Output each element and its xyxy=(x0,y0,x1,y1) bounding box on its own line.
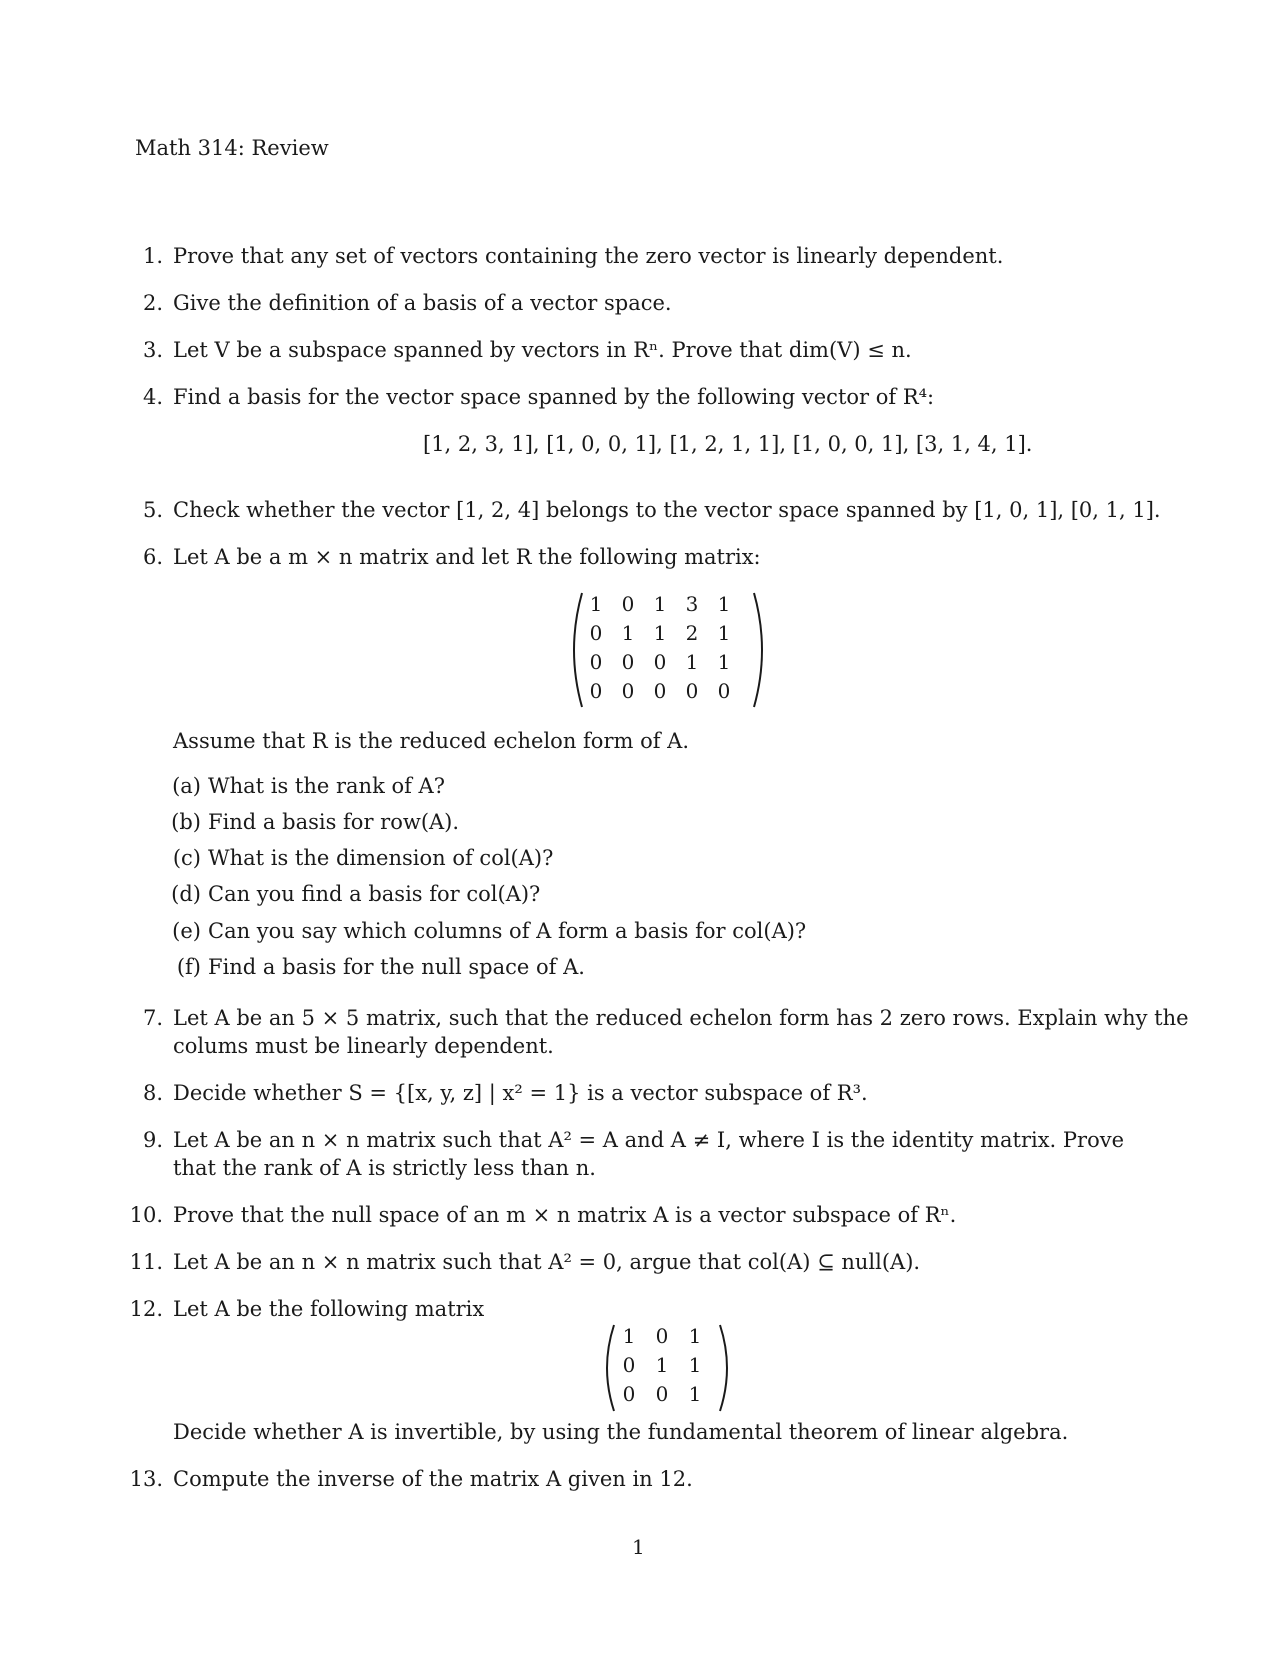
matrix-cell: 1 xyxy=(717,592,731,616)
matrix-cell: 1 xyxy=(688,1353,702,1377)
question-text: Let A be the following matrix xyxy=(173,1297,485,1321)
matrix-cell: 3 xyxy=(685,592,699,616)
matrix-r xyxy=(568,590,768,710)
matrix-cell: 0 xyxy=(717,679,731,703)
subpart-label: (a) xyxy=(172,774,201,798)
matrix-cell: 0 xyxy=(655,1382,669,1406)
subpart-label: (c) xyxy=(172,846,201,870)
subpart-text: Find a basis for row(A). xyxy=(208,810,460,834)
matrix-cell: 1 xyxy=(653,592,667,616)
matrix-cell: 0 xyxy=(653,679,667,703)
matrix-cell: 1 xyxy=(655,1353,669,1377)
assumption-text: Assume that R is the reduced echelon form of A. xyxy=(173,729,689,753)
question-text: Check whether the vector [1, 2, 4] belongs to the vector space spanned by [1, 0, 1], [0, 1, 1]. xyxy=(173,498,1161,522)
question-number: 5. xyxy=(142,498,163,522)
matrix-a xyxy=(601,1322,733,1414)
question-9-continued: that the rank of A is strictly less than n. xyxy=(173,1156,596,1180)
question-text: Let A be an n × n matrix such that A² = 0, argue that col(A) ⊆ null(A). xyxy=(173,1250,921,1274)
matrix-cell: 0 xyxy=(621,650,635,674)
question-number: 8. xyxy=(142,1081,163,1105)
question-text: Prove that any set of vectors containing the zero vector is linearly dependent. xyxy=(173,244,1004,268)
question-number: 4. xyxy=(142,385,163,409)
question-text: Decide whether S = {[x, y, z] | x² = 1} is a vector subspace of R³. xyxy=(173,1081,868,1105)
subpart-label: (b) xyxy=(171,810,201,834)
question-text: Let A be a m × n matrix and let R the following matrix: xyxy=(173,545,761,569)
question-12-continued: Decide whether A is invertible, by using the fundamental theorem of linear algebra. xyxy=(173,1420,1069,1444)
question-number: 7. xyxy=(142,1006,163,1030)
matrix-cell: 1 xyxy=(688,1382,702,1406)
question-number: 1. xyxy=(142,244,163,268)
matrix-cell: 1 xyxy=(589,592,603,616)
vector-list: [1, 2, 3, 1], [1, 0, 0, 1], [1, 2, 1, 1], [1, 0, 0, 1], [3, 1, 4, 1]. xyxy=(423,432,1033,456)
matrix-cell: 1 xyxy=(653,621,667,645)
question-number: 3. xyxy=(142,338,163,362)
subpart-text: Find a basis for the null space of A. xyxy=(208,955,585,979)
matrix-cell: 0 xyxy=(653,650,667,674)
matrix-cell: 0 xyxy=(589,650,603,674)
matrix-cell: 0 xyxy=(655,1324,669,1348)
matrix-cell: 0 xyxy=(621,679,635,703)
question-number: 2. xyxy=(142,291,163,315)
matrix-cell: 0 xyxy=(622,1382,636,1406)
question-7-continued: colums must be linearly dependent. xyxy=(173,1034,554,1058)
matrix-cell: 1 xyxy=(717,650,731,674)
matrix-cell: 1 xyxy=(717,621,731,645)
question-number: 9. xyxy=(142,1128,163,1152)
matrix-cell: 1 xyxy=(621,621,635,645)
question-text: Prove that the null space of an m × n matrix A is a vector subspace of Rⁿ. xyxy=(173,1203,957,1227)
question-number: 12. xyxy=(129,1297,163,1321)
page-number: 1 xyxy=(632,1535,645,1559)
question-text: Compute the inverse of the matrix A given in 12. xyxy=(173,1467,693,1491)
question-text: Let A be an 5 × 5 matrix, such that the reduced echelon form has 2 zero rows. Explain why the xyxy=(173,1006,1189,1030)
matrix-cell: 1 xyxy=(685,650,699,674)
question-text: Let A be an n × n matrix such that A² = A and A ≠ I, where I is the identity matrix. Prove xyxy=(173,1128,1125,1152)
subpart-text: What is the dimension of col(A)? xyxy=(208,846,554,870)
subpart-text: Can you find a basis for col(A)? xyxy=(208,882,541,906)
matrix-cell: 2 xyxy=(685,621,699,645)
question-text: Find a basis for the vector space spanned by the following vector of R⁴: xyxy=(173,385,935,409)
matrix-cell: 1 xyxy=(622,1324,636,1348)
matrix-cell: 1 xyxy=(688,1324,702,1348)
question-text: Give the definition of a basis of a vector space. xyxy=(173,291,672,315)
question-text: Let V be a subspace spanned by vectors in Rⁿ. Prove that dim(V) ≤ n. xyxy=(173,338,912,362)
matrix-cell: 0 xyxy=(621,592,635,616)
matrix-cell: 0 xyxy=(685,679,699,703)
subpart-label: (d) xyxy=(171,882,201,906)
question-number: 13. xyxy=(129,1467,163,1491)
question-number: 11. xyxy=(129,1250,163,1274)
matrix-cell: 0 xyxy=(589,621,603,645)
page-title: Math 314: Review xyxy=(135,136,329,160)
subpart-text: What is the rank of A? xyxy=(208,774,445,798)
subpart-label: (e) xyxy=(172,919,201,943)
matrix-cell: 0 xyxy=(589,679,603,703)
question-number: 6. xyxy=(142,545,163,569)
subpart-text: Can you say which columns of A form a basis for col(A)? xyxy=(208,919,807,943)
matrix-cell: 0 xyxy=(622,1353,636,1377)
subpart-label: (f) xyxy=(176,955,201,979)
question-number: 10. xyxy=(129,1203,163,1227)
